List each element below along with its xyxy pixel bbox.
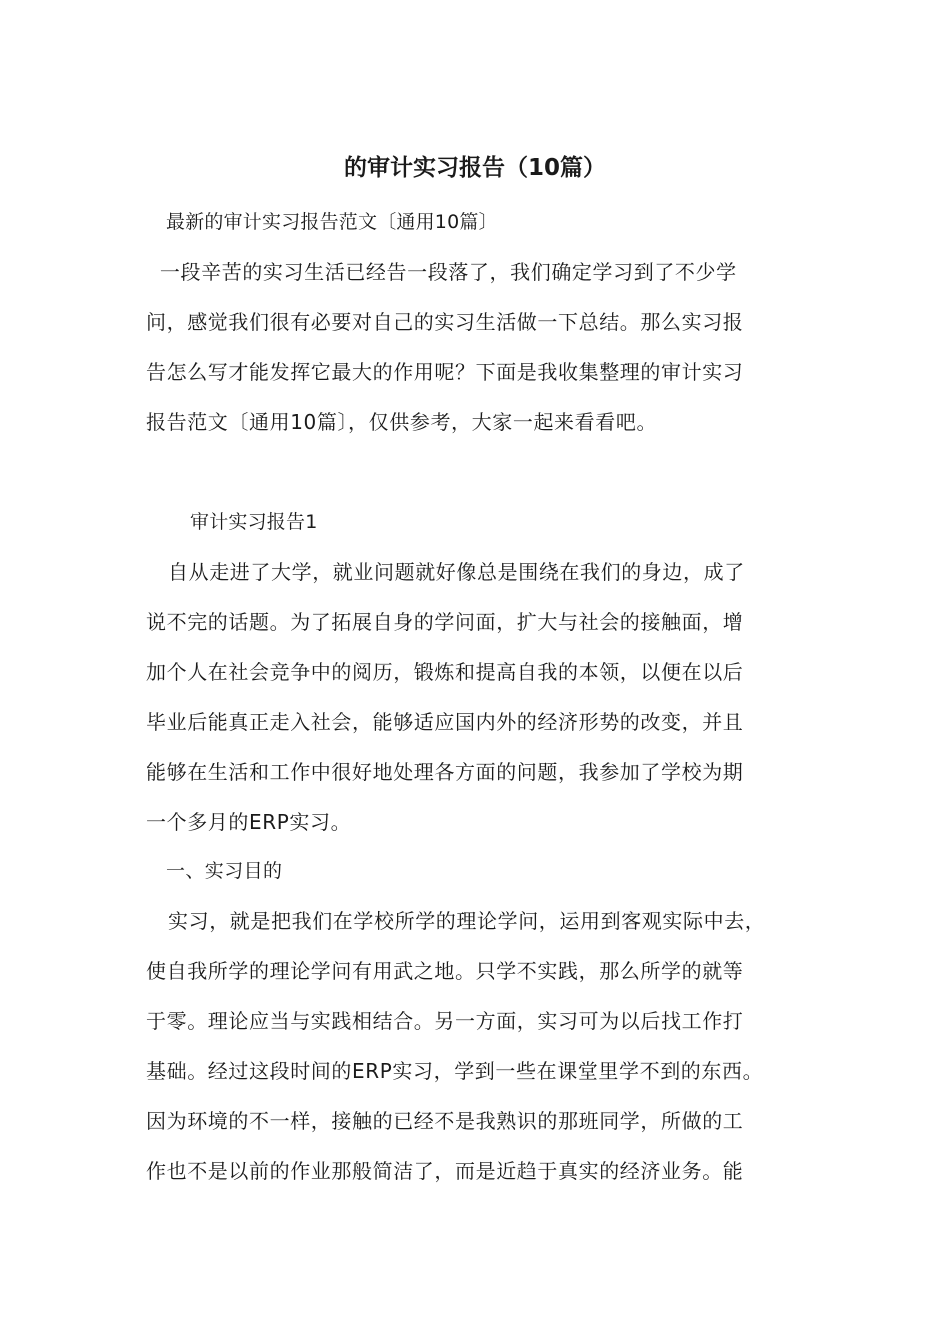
- paragraph-line: 报告范文〔通用10篇〕，仅供参考，大家一起来看看吧。: [146, 410, 658, 434]
- paragraph-line: 问，感觉我们很有必要对自己的实习生活做一下总结。那么实习报: [146, 310, 744, 334]
- paragraph-line: 自从走进了大学，就业问题就好像总是围绕在我们的身边，成了: [168, 560, 745, 584]
- paragraph-line: 能够在生活和工作中很好地处理各方面的问题，我参加了学校为期: [146, 760, 744, 784]
- paragraph-line: 因为环境的不一样，接触的已经不是我熟识的那班同学，所做的工: [146, 1109, 744, 1133]
- document-subtitle: 最新的审计实习报告范文〔通用10篇〕: [166, 211, 498, 233]
- document-title: 的审计实习报告（10篇）: [343, 155, 606, 181]
- paragraph-line: 作也不是以前的作业那般简洁了，而是近趋于真实的经济业务。能: [146, 1159, 744, 1183]
- subheading: 一、实习目的: [166, 860, 283, 882]
- paragraph-line: 告怎么写才能发挥它最大的作用呢？下面是我收集整理的审计实习: [146, 360, 744, 384]
- paragraph-line: 一段辛苦的实习生活已经告一段落了，我们确定学习到了不少学: [146, 260, 737, 284]
- paragraph-line: 使自我所学的理论学问有用武之地。只学不实践，那么所学的就等: [146, 959, 744, 983]
- paragraph-line: 说不完的话题。为了拓展自身的学问面，扩大与社会的接触面，增: [146, 610, 744, 634]
- paragraph-line: 毕业后能真正走入社会，能够适应国内外的经济形势的改变，并且: [146, 710, 744, 734]
- paragraph-line: 于零。理论应当与实践相结合。另一方面，实习可为以后找工作打: [146, 1009, 744, 1033]
- paragraph-line: 一个多月的ERP实习。: [146, 810, 352, 834]
- paragraph-line: 实习，就是把我们在学校所学的理论学问，运用到客观实际中去，: [168, 909, 766, 933]
- paragraph-line: 基础。经过这段时间的ERP实习，学到一些在课堂里学不到的东西。: [146, 1059, 764, 1083]
- paragraph-line: 加个人在社会竞争中的阅历，锻炼和提高自我的本领，以便在以后: [146, 660, 744, 684]
- section-heading: 审计实习报告1: [190, 511, 318, 533]
